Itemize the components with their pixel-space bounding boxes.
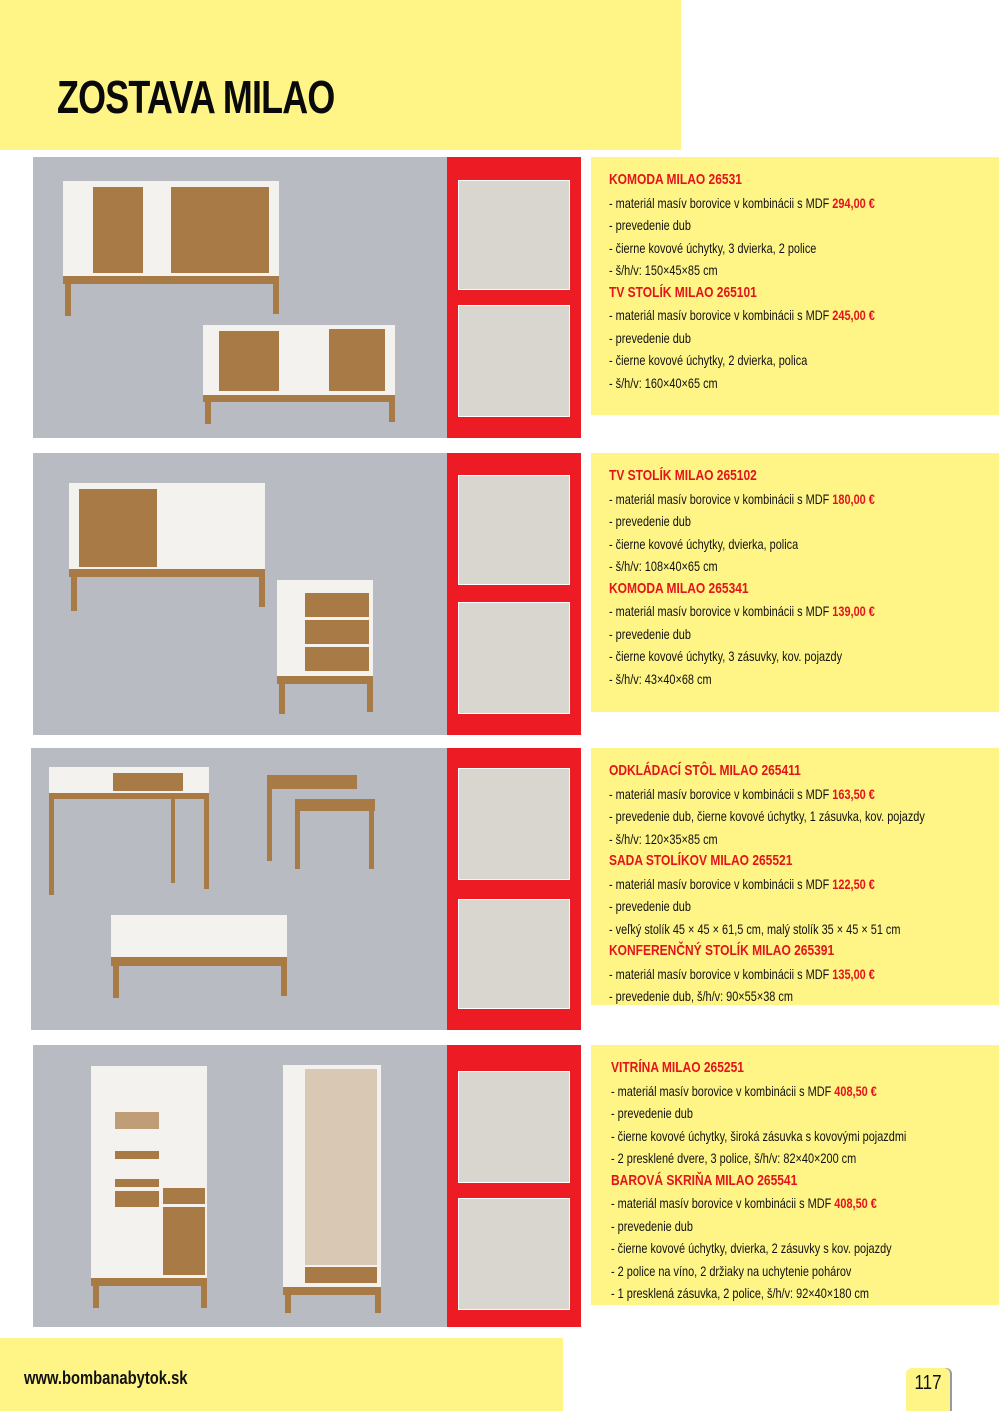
door (163, 1207, 205, 1275)
product-detail: - čierne kovové úchytky, dvierka, 2 zásuvky s kov. pojazdy (611, 1240, 892, 1256)
product-detail: - š/h/v: 108×40×65 cm (609, 558, 718, 574)
leg (369, 811, 374, 869)
product-detail: - prevedenie dub (611, 1105, 693, 1121)
product-name: KOMODA MILAO 265341 (609, 579, 749, 597)
leg (375, 1295, 381, 1313)
door (171, 187, 269, 273)
product-name: ODKLÁDACÍ STÔL MILAO 265411 (609, 762, 801, 779)
photo-strip (447, 157, 581, 438)
room-photo (458, 475, 570, 585)
door (93, 187, 143, 273)
product-detail: - prevedenie dub (609, 329, 691, 346)
product-name: SADA STOLÍKOV MILAO 265521 (609, 852, 793, 869)
leg (201, 1286, 207, 1308)
section-3 (0, 748, 999, 1030)
leg (205, 402, 211, 424)
room-photo (458, 1071, 570, 1183)
page-title: ZOSTAVA MILAO (57, 71, 335, 123)
base (111, 957, 287, 966)
base (203, 395, 395, 402)
product-detail (609, 488, 921, 511)
leg (279, 684, 285, 714)
base (63, 276, 279, 284)
drawer (305, 1267, 377, 1283)
product-detail: - prevedenie dub (609, 625, 691, 642)
leg (367, 684, 373, 712)
leg (113, 966, 119, 998)
product-detail: - čierne kovové úchytky, dvierka, polica (609, 535, 799, 552)
product-detail: - š/h/v: 43×40×68 cm (609, 670, 712, 687)
product-detail: - 1 presklená zásuvka, 2 police, š/h/v: 92×40×180 cm (611, 1285, 869, 1301)
section-4 (0, 1045, 999, 1327)
product-detail: - čierne kovové úchytky, 2 dvierka, polica (609, 352, 808, 368)
product-detail: - prevedenie dub (611, 1217, 693, 1234)
detail-text: - materiál masív borovice v kombinácii s MDF (609, 603, 833, 619)
wine-rack (115, 1151, 159, 1159)
base (283, 1287, 381, 1295)
room-photo (458, 305, 570, 417)
base (277, 676, 373, 684)
price: 245,00 € (832, 307, 875, 323)
product-detail: - prevedenie dub (609, 513, 691, 529)
room-photo (458, 1198, 570, 1310)
room-photo (458, 768, 570, 880)
room-photo (458, 180, 570, 290)
room-photo (458, 602, 570, 714)
leg (71, 577, 77, 611)
detail-text: - materiál masív borovice v kombinácii s MDF (609, 965, 833, 982)
leg (171, 799, 175, 883)
price: 408,50 € (834, 1195, 877, 1211)
leg (259, 577, 265, 607)
leg (285, 1295, 291, 1313)
product-name: TV STOLÍK MILAO 265102 (609, 467, 757, 484)
leg (267, 789, 272, 861)
page-number: 117 (914, 1372, 942, 1394)
leg (65, 284, 71, 316)
footer-banner (0, 1338, 563, 1411)
drawer (305, 647, 369, 671)
photo-strip (447, 748, 581, 1030)
price: 139,00 € (832, 603, 875, 619)
product-name: VITRÍNA MILAO 265251 (611, 1059, 744, 1076)
door (79, 489, 157, 567)
drawer (115, 1191, 159, 1207)
drawer (305, 593, 369, 617)
product-info-box (591, 748, 999, 1005)
product-detail: - prevedenie dub (609, 217, 691, 233)
product-list (609, 465, 999, 690)
product-detail: - 2 presklené dvere, 3 police, š/h/v: 82×40×200 cm (611, 1150, 857, 1166)
header-banner (0, 0, 681, 150)
product-list (609, 169, 999, 394)
door (329, 329, 385, 391)
detail-text: - materiál masív borovice v kombinácii s MDF (609, 785, 833, 802)
glass-drawer (115, 1112, 159, 1129)
product-detail: - prevedenie dub (609, 898, 691, 914)
product-list (611, 1057, 999, 1305)
product-detail: - š/h/v: 150×45×85 cm (609, 262, 718, 278)
base (91, 1278, 207, 1286)
price: 294,00 € (832, 194, 875, 211)
door (219, 331, 279, 391)
glass-doors (305, 1069, 377, 1265)
product-detail: - čierne kovové úchytky, 3 dvierka, 2 police (609, 239, 817, 256)
product-detail (609, 873, 921, 896)
product-image-main (33, 1045, 447, 1327)
price: 180,00 € (832, 490, 875, 507)
product-detail (611, 1080, 923, 1103)
wine-rack (115, 1179, 159, 1187)
leg (295, 811, 300, 869)
detail-text: - materiál masív borovice v kombinácii s MDF (611, 1195, 835, 1211)
drawer (305, 620, 369, 644)
product-image-main (33, 157, 447, 438)
leg (273, 284, 279, 314)
section-2 (0, 453, 999, 735)
price: 408,50 € (834, 1082, 877, 1099)
product-detail: - š/h/v: 120×35×85 cm (609, 830, 718, 847)
product-name: TV STOLÍK MILAO 265101 (609, 283, 757, 301)
product-info-box (591, 157, 999, 415)
page-number-tab (906, 1368, 950, 1411)
product-detail: - prevedenie dub, čierne kovové úchytky, 1 zásuvka, kov. pojazdy (609, 808, 925, 824)
price: 135,00 € (832, 965, 875, 982)
leg (389, 402, 395, 422)
product-detail: - š/h/v: 160×40×65 cm (609, 374, 718, 391)
product-detail (609, 600, 921, 623)
room-photo (458, 899, 570, 1009)
product-detail: - veľký stolík 45 × 45 × 61,5 cm, malý stolík 35 × 45 × 51 cm (609, 920, 901, 937)
price: 163,50 € (832, 785, 875, 802)
product-detail (609, 192, 921, 215)
base (69, 569, 265, 577)
detail-text: - materiál masív borovice v kombinácii s MDF (609, 875, 833, 892)
product-detail (609, 304, 921, 327)
leg (49, 799, 54, 895)
detail-text: - materiál masív borovice v kombinácii s MDF (611, 1082, 835, 1099)
photo-strip (447, 453, 581, 735)
product-detail (609, 963, 921, 986)
product-name: KOMODA MILAO 26531 (609, 171, 742, 188)
product-detail: - prevedenie dub, š/h/v: 90×55×38 cm (609, 988, 793, 1004)
product-image-main (31, 748, 447, 1030)
product-detail: - 2 police na víno, 2 držiaky na uchytenie pohárov (611, 1262, 852, 1279)
website-link[interactable]: www.bombanabytok.sk (24, 1368, 188, 1388)
leg (93, 1286, 99, 1308)
detail-text: - materiál masív borovice v kombinácii s MDF (609, 490, 833, 507)
drawer (163, 1188, 205, 1204)
photo-strip (447, 1045, 581, 1327)
leg (204, 799, 209, 889)
leg (281, 966, 287, 996)
product-detail (611, 1192, 923, 1215)
product-info-box (591, 453, 999, 712)
frame (49, 793, 209, 799)
coffee-table-illustration (111, 915, 287, 957)
product-name: BAROVÁ SKRIŇA MILAO 265541 (611, 1171, 798, 1189)
product-detail: - čierne kovové úchytky, 3 zásuvky, kov. pojazdy (609, 648, 843, 664)
section-1 (0, 157, 999, 439)
nesting-tables-illustration (267, 775, 357, 789)
price: 122,50 € (832, 875, 875, 892)
product-info-box (591, 1045, 999, 1305)
product-detail: - čierne kovové úchytky, široká zásuvka s kovovými pojazdmi (611, 1127, 907, 1144)
drawer (113, 773, 183, 791)
detail-text: - materiál masív borovice v kombinácii s MDF (609, 307, 833, 323)
product-image-main (33, 453, 447, 735)
detail-text: - materiál masív borovice v kombinácii s MDF (609, 194, 833, 211)
table-top (295, 799, 375, 811)
product-detail (609, 783, 921, 806)
product-list (609, 760, 999, 1008)
product-name: KONFERENČNÝ STOLÍK MILAO 265391 (609, 942, 835, 959)
